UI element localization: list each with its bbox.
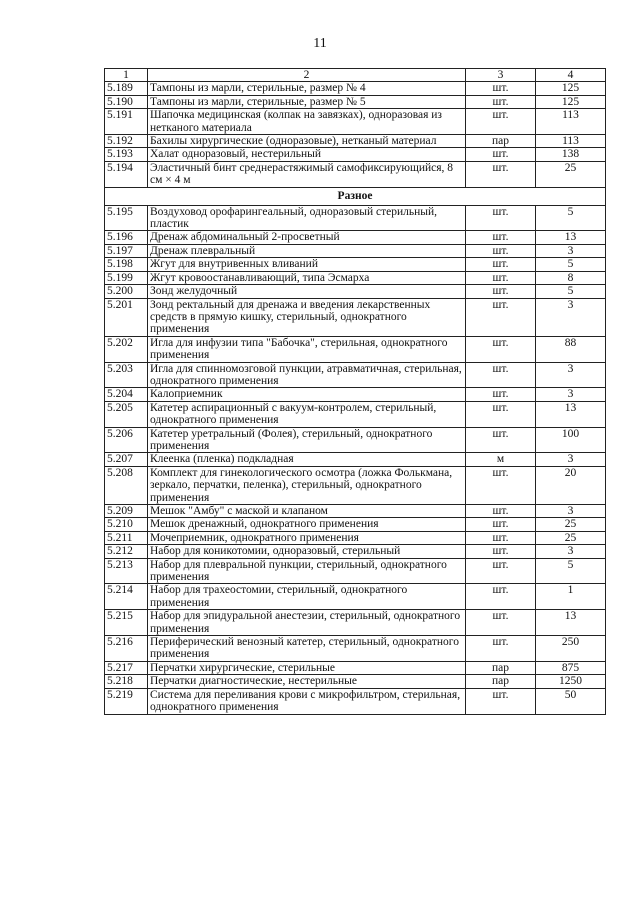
item-number: 5.199 [105, 271, 148, 284]
item-number: 5.209 [105, 505, 148, 518]
item-number: 5.196 [105, 231, 148, 244]
item-unit: шт. [466, 388, 536, 401]
item-unit: шт. [466, 531, 536, 544]
items-table [104, 68, 606, 715]
item-quantity: 13 [536, 231, 606, 244]
table-row [105, 518, 606, 531]
item-unit: пар [466, 675, 536, 688]
item-unit: шт. [466, 298, 536, 336]
table-row [105, 271, 606, 284]
item-number: 5.198 [105, 258, 148, 271]
item-quantity: 13 [536, 610, 606, 636]
item-unit: шт. [466, 205, 536, 231]
table-row [105, 231, 606, 244]
item-number: 5.205 [105, 401, 148, 427]
item-name: Комплект для гинекологического осмотра (ложка Фолькмана, зеркало, перчатки, пеленка), стерильный, однократного применения [148, 466, 466, 504]
item-quantity: 88 [536, 336, 606, 362]
item-unit: шт. [466, 244, 536, 257]
item-name: Набор для эпидуральной анестезии, стерильный, однократного применения [148, 610, 466, 636]
item-quantity: 8 [536, 271, 606, 284]
column-number-4: 4 [536, 69, 606, 82]
item-unit: шт. [466, 558, 536, 584]
item-name: Периферический венозный катетер, стерильный, однократного применения [148, 636, 466, 662]
table-row [105, 298, 606, 336]
item-quantity: 25 [536, 531, 606, 544]
table-row [105, 244, 606, 257]
column-number-3: 3 [466, 69, 536, 82]
item-name: Игла для инфузии типа "Бабочка", стерильная, однократного применения [148, 336, 466, 362]
item-unit: м [466, 453, 536, 466]
table-row [105, 161, 606, 187]
table-row [105, 636, 606, 662]
item-name: Катетер аспирационный с вакуум-контролем, стерильный, однократного применения [148, 401, 466, 427]
item-unit: шт. [466, 271, 536, 284]
item-quantity: 50 [536, 688, 606, 714]
item-unit: шт. [466, 148, 536, 161]
table-row [105, 505, 606, 518]
item-name: Шапочка медицинская (колпак на завязках), одноразовая из нетканого материала [148, 109, 466, 135]
column-number-1: 1 [105, 69, 148, 82]
item-quantity: 113 [536, 109, 606, 135]
table-row [105, 688, 606, 714]
item-unit: шт. [466, 505, 536, 518]
item-number: 5.197 [105, 244, 148, 257]
item-number: 5.193 [105, 148, 148, 161]
item-number: 5.190 [105, 95, 148, 108]
item-quantity: 3 [536, 362, 606, 388]
section-row [105, 187, 606, 205]
item-quantity: 138 [536, 148, 606, 161]
item-number: 5.202 [105, 336, 148, 362]
item-quantity: 13 [536, 401, 606, 427]
table-row [105, 148, 606, 161]
table-row [105, 388, 606, 401]
item-quantity: 113 [536, 135, 606, 148]
column-number-2: 2 [148, 69, 466, 82]
item-unit: шт. [466, 401, 536, 427]
table-row [105, 205, 606, 231]
item-name: Халат одноразовый, нестерильный [148, 148, 466, 161]
item-name: Зонд желудочный [148, 285, 466, 298]
table-row [105, 584, 606, 610]
table-row [105, 610, 606, 636]
item-number: 5.201 [105, 298, 148, 336]
item-name: Набор для трахеостомии, стерильный, однократного применения [148, 584, 466, 610]
item-number: 5.211 [105, 531, 148, 544]
item-unit: шт. [466, 688, 536, 714]
item-unit: шт. [466, 362, 536, 388]
item-number: 5.219 [105, 688, 148, 714]
item-quantity: 100 [536, 427, 606, 453]
item-quantity: 25 [536, 518, 606, 531]
item-name: Мешок "Амбу" с маской и клапаном [148, 505, 466, 518]
item-unit: шт. [466, 545, 536, 558]
item-unit: шт. [466, 285, 536, 298]
item-quantity: 3 [536, 505, 606, 518]
section-title: Разное [105, 187, 606, 205]
item-name: Дренаж абдоминальный 2-просветный [148, 231, 466, 244]
table-row [105, 401, 606, 427]
item-unit: пар [466, 135, 536, 148]
table-row [105, 466, 606, 504]
item-unit: шт. [466, 336, 536, 362]
item-unit: шт. [466, 584, 536, 610]
item-quantity: 3 [536, 545, 606, 558]
item-quantity: 5 [536, 285, 606, 298]
item-name: Бахилы хирургические (одноразовые), нетканый материал [148, 135, 466, 148]
page-number: 11 [313, 36, 327, 51]
item-unit: шт. [466, 231, 536, 244]
table-row [105, 545, 606, 558]
item-unit: шт. [466, 518, 536, 531]
item-number: 5.189 [105, 82, 148, 95]
item-number: 5.208 [105, 466, 148, 504]
item-name: Эластичный бинт среднерастяжимый самофиксирующийся, 8 см × 4 м [148, 161, 466, 187]
table-row [105, 362, 606, 388]
item-quantity: 250 [536, 636, 606, 662]
item-number: 5.206 [105, 427, 148, 453]
item-name: Воздуховод орофарингеальный, одноразовый стерильный, пластик [148, 205, 466, 231]
item-name: Зонд ректальный для дренажа и введения лекарственных средств в прямую кишку, стерильный, однократного применения [148, 298, 466, 336]
item-number: 5.203 [105, 362, 148, 388]
item-name: Набор для плевральной пункции, стерильный, однократного применения [148, 558, 466, 584]
item-name: Мочеприемник, однократного применения [148, 531, 466, 544]
item-name: Перчатки диагностические, нестерильные [148, 675, 466, 688]
item-number: 5.213 [105, 558, 148, 584]
item-quantity: 3 [536, 298, 606, 336]
item-number: 5.204 [105, 388, 148, 401]
item-number: 5.200 [105, 285, 148, 298]
item-quantity: 5 [536, 258, 606, 271]
item-number: 5.192 [105, 135, 148, 148]
item-name: Система для переливания крови с микрофильтром, стерильная, однократного применения [148, 688, 466, 714]
item-number: 5.214 [105, 584, 148, 610]
item-name: Перчатки хирургические, стерильные [148, 661, 466, 674]
item-unit: шт. [466, 95, 536, 108]
table-row [105, 558, 606, 584]
item-quantity: 1 [536, 584, 606, 610]
item-name: Тампоны из марли, стерильные, размер № 4 [148, 82, 466, 95]
item-name: Жгут для внутривенных вливаний [148, 258, 466, 271]
table-row [105, 453, 606, 466]
item-quantity: 875 [536, 661, 606, 674]
item-quantity: 125 [536, 95, 606, 108]
table-row [105, 135, 606, 148]
items-table-body [105, 69, 606, 715]
item-name: Катетер уретральный (Фолея), стерильный, однократного применения [148, 427, 466, 453]
item-quantity: 1250 [536, 675, 606, 688]
table-row [105, 427, 606, 453]
column-number-row [105, 69, 606, 82]
item-name: Набор для коникотомии, одноразовый, стерильный [148, 545, 466, 558]
item-quantity: 5 [536, 558, 606, 584]
table-row [105, 531, 606, 544]
item-number: 5.207 [105, 453, 148, 466]
item-quantity: 25 [536, 161, 606, 187]
item-quantity: 20 [536, 466, 606, 504]
item-unit: шт. [466, 636, 536, 662]
table-row [105, 258, 606, 271]
item-unit: шт. [466, 161, 536, 187]
item-name: Клеенка (пленка) подкладная [148, 453, 466, 466]
item-number: 5.195 [105, 205, 148, 231]
item-unit: шт. [466, 82, 536, 95]
item-name: Жгут кровоостанавливающий, типа Эсмарха [148, 271, 466, 284]
item-number: 5.216 [105, 636, 148, 662]
item-unit: шт. [466, 109, 536, 135]
item-number: 5.217 [105, 661, 148, 674]
item-name: Калоприемник [148, 388, 466, 401]
item-quantity: 125 [536, 82, 606, 95]
item-unit: шт. [466, 427, 536, 453]
item-name: Игла для спинномозговой пункции, атравматичная, стерильная, однократного применения [148, 362, 466, 388]
item-unit: шт. [466, 610, 536, 636]
item-quantity: 3 [536, 244, 606, 257]
item-name: Тампоны из марли, стерильные, размер № 5 [148, 95, 466, 108]
item-number: 5.215 [105, 610, 148, 636]
table-row [105, 95, 606, 108]
item-name: Дренаж плевральный [148, 244, 466, 257]
item-number: 5.212 [105, 545, 148, 558]
table-row [105, 285, 606, 298]
item-unit: шт. [466, 258, 536, 271]
item-unit: шт. [466, 466, 536, 504]
table-row [105, 661, 606, 674]
table-row [105, 109, 606, 135]
table-row [105, 336, 606, 362]
item-number: 5.210 [105, 518, 148, 531]
item-quantity: 5 [536, 205, 606, 231]
item-quantity: 3 [536, 453, 606, 466]
item-number: 5.218 [105, 675, 148, 688]
item-number: 5.194 [105, 161, 148, 187]
table-row [105, 675, 606, 688]
item-unit: пар [466, 661, 536, 674]
table-row [105, 82, 606, 95]
item-name: Мешок дренажный, однократного применения [148, 518, 466, 531]
item-quantity: 3 [536, 388, 606, 401]
item-number: 5.191 [105, 109, 148, 135]
